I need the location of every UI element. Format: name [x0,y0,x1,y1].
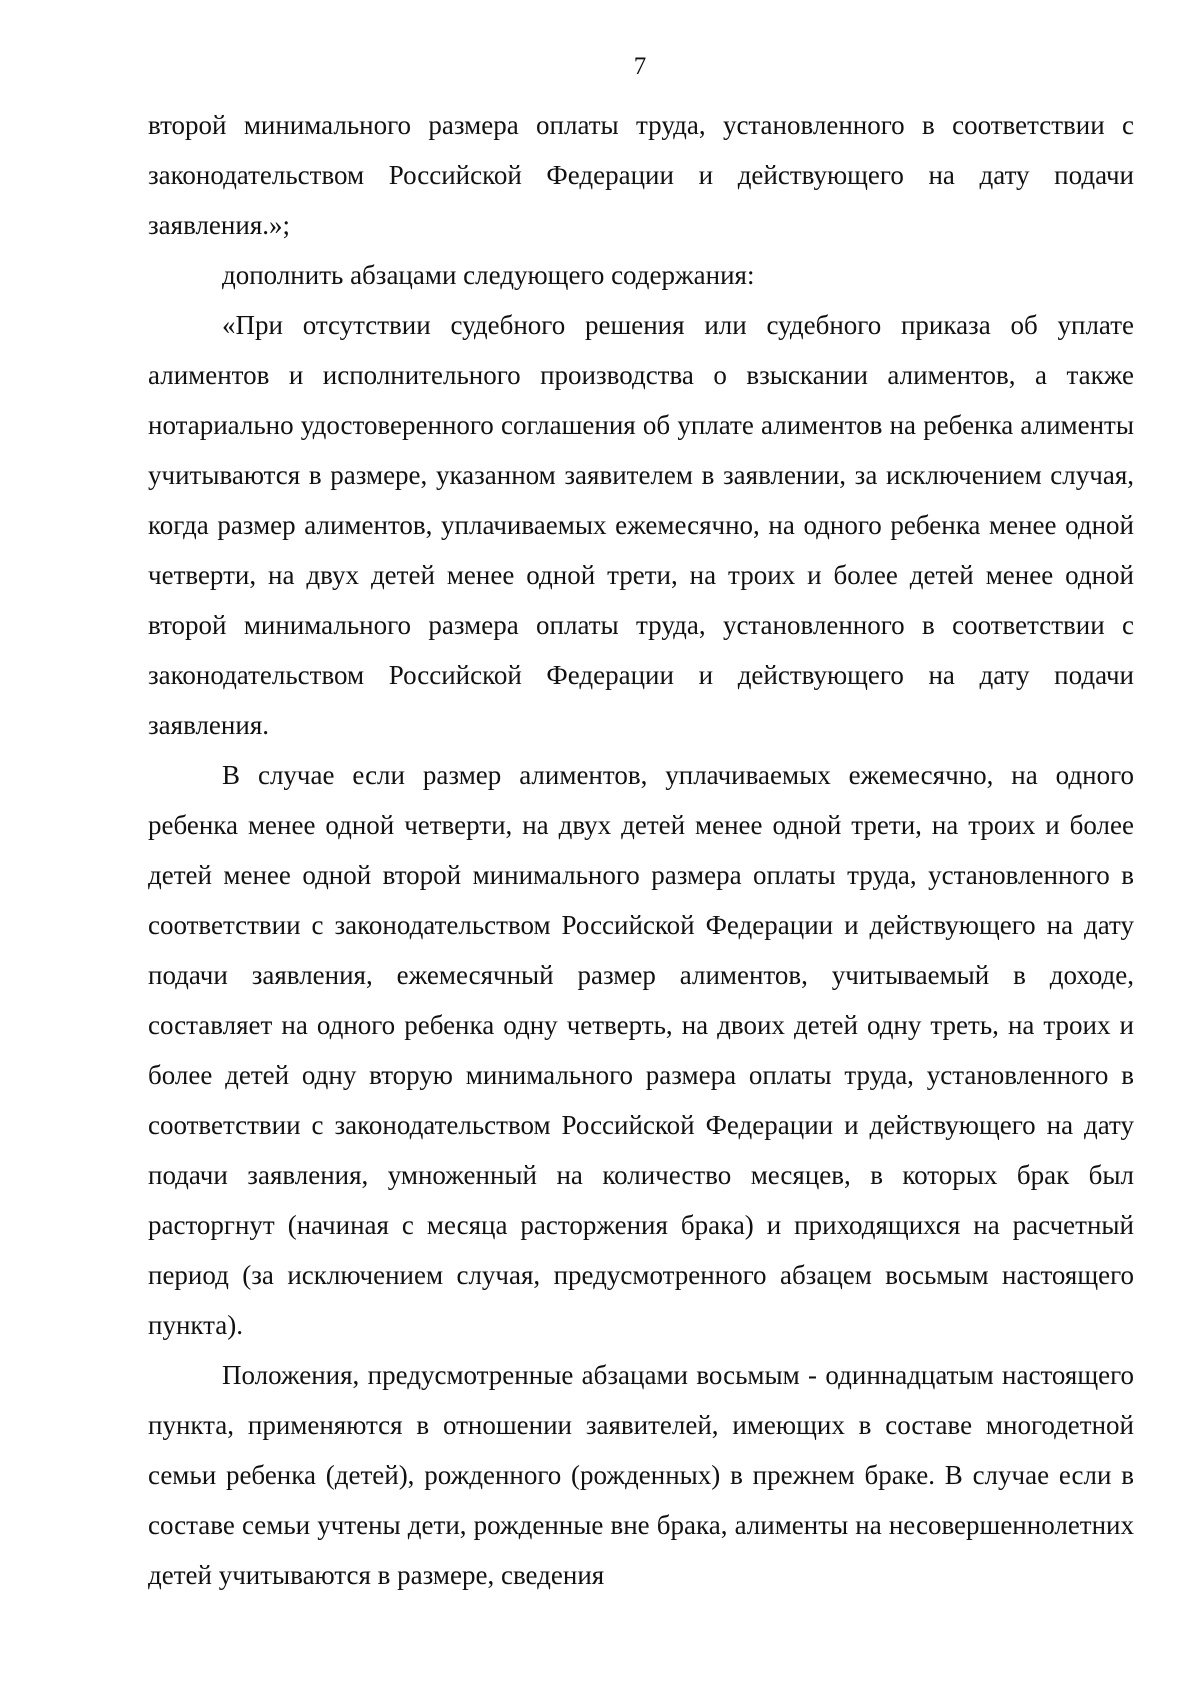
paragraph-alimony-minimum: В случае если размер алиментов, уплачиваемых ежемесячно, на одного ребенка менее одной четверти, на двух детей менее одной трети, на троих и более детей менее одной второй минимального размера оплаты труда, установленного в соответствии с законодательством Российской Федерации и действующего на дату подачи заявления, ежемесячный размер алиментов, учитываемый в доходе, составляет на одного ребенка одну четверть, на двоих детей одну треть, на троих и более детей одну вторую минимального размера оплаты труда, установленного в соответствии с законодательством Российской Федерации и действующего на дату подачи заявления, умноженный на количество месяцев, в которых брак был расторгнут (начиная с месяца расторжения брака) и приходящихся на расчетный период (за исключением случая, предусмотренного абзацем восьмым настоящего пункта). [148,760,1134,1340]
paragraph-continuation: второй минимального размера оплаты труда, установленного в соответствии с законодательством Российской Федерации и действующего на дату подачи заявления.»; [148,110,1134,240]
paragraph-alimony-absence: «При отсутствии судебного решения или судебного приказа об уплате алиментов и исполнительного производства о взыскании алиментов, а также нотариально удостоверенного соглашения об уплате алиментов на ребенка алименты учитываются в размере, указанном заявителем в заявлении, за исключением случая, когда размер алиментов, уплачиваемых ежемесячно, на одного ребенка менее одной четверти, на двух детей менее одной трети, на троих и более детей менее одной второй минимального размера оплаты труда, установленного в соответствии с законодательством Российской Федерации и действующего на дату подачи заявления. [148,310,1134,740]
paragraph-amendment-intro: дополнить абзацами следующего содержания: [222,260,755,290]
page-number: 7 [633,53,647,80]
paragraph-provisions-scope: Положения, предусмотренные абзацами восьмым - одиннадцатым настоящего пункта, применяются в отношении заявителей, имеющих в составе многодетной семьи ребенка (детей), рожденного (рожденных) в прежнем браке. В случае если в составе семьи учтены дети, рожденные вне брака, алименты на несовершеннолетних детей учитываются в размере, сведения [148,1360,1134,1590]
document-body [148,100,1134,1600]
